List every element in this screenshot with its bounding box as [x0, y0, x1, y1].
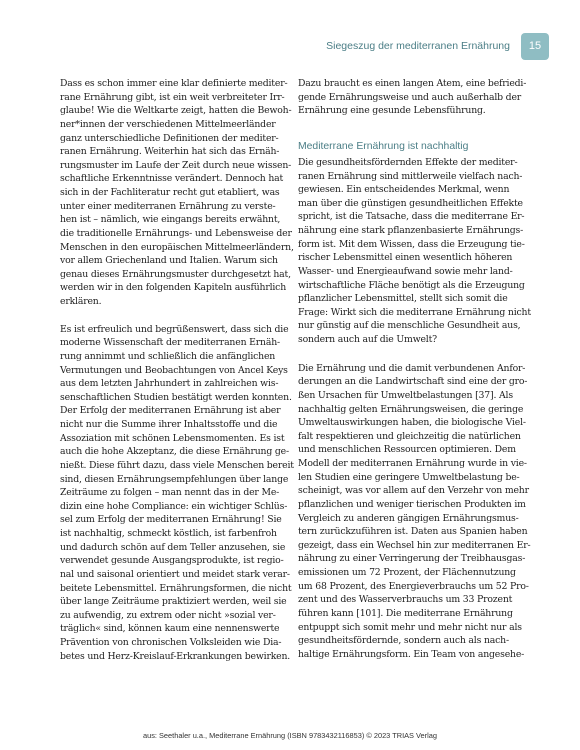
text-line: aus dem letzten Jahrhundert in zahlreichen wis- [60, 378, 279, 390]
text-line: nicht nur die Summe ihrer Inhaltsstoffe und die [60, 419, 278, 430]
text-line: nährung eine stark pflanzenbasierte Ernährungs- [298, 225, 524, 236]
text-line: emissionen um 72 Prozent, der Flächennutzung [298, 567, 516, 578]
text-line: pflanzlichen und weniger tierischen Produkten im [298, 498, 526, 510]
text-line: hen ist – nämlich, wie eingangs bereits erwähnt, [60, 214, 281, 226]
text-line: Ernährung eine gesunde Lebensführung. [298, 105, 486, 117]
text-line: sich in der Fachliteratur recht gut etabliert, was [60, 187, 280, 198]
running-head-title: Siegeszug der mediterranen Ernährung [326, 40, 510, 52]
text-line: und menschlichen Ressourcen optimieren. Dem [298, 444, 516, 456]
text-line: ranen Ernährung. Weiterhin hat sich das Ernäh- [60, 146, 280, 158]
body-paragraph [60, 323, 294, 664]
text-line: und dadurch schön auf dem Teller anzusehen, sie [60, 541, 286, 553]
text-line: träglich« sind, können kaum eine nennenswerte [60, 623, 280, 635]
text-line: zent und des Wasserverbrauchs um 33 Prozent [298, 594, 513, 606]
text-line: tern zurückzuführen ist. Daten aus Spanien haben [298, 526, 528, 538]
text-line: derungen an die Landwirtschaft sind eine der gro- [298, 376, 528, 388]
text-line: Vergleich zu anderen gängigen Ernährungsmus- [298, 512, 519, 524]
text-line: werden wir in den folgenden Kapiteln ausführlich [60, 282, 287, 294]
text-line: um 68 Prozent, des Energieverbrauchs um 52 Pro- [298, 580, 529, 592]
text-line: Zeiträume zu folgen – man nennt das in der Me- [60, 487, 280, 499]
text-line: rischer Lebensmittel einen wesentlich höheren [298, 252, 513, 264]
text-line: auch die hohe Akzeptanz, die diese Ernährung ge- [60, 446, 289, 458]
text-line: ner*innen der verschiedenen Mittelmeerländer [60, 118, 276, 130]
text-line: ist nachhaltig, schmeckt köstlich, ist farbenfroh [60, 528, 277, 539]
body-paragraph [60, 77, 294, 309]
text-line: Wasser- und Energieaufwand sowie mehr land- [298, 265, 513, 277]
text-line: Umweltauswirkungen haben, die biologische Viel- [298, 417, 526, 429]
text-line: glaube! Wie die Weltkarte zeigt, hatten die Bewoh- [60, 105, 292, 117]
text-line: scheinigt, was vor allem auf den Verzehr von mehr [298, 485, 529, 497]
text-line: verwendet gesunde Ausgangsprodukte, ist regio- [60, 555, 284, 567]
text-line: wirtschaftliche Fläche benötigt als die Erzeugung [298, 279, 525, 291]
left-column [60, 77, 294, 663]
body-paragraph [298, 77, 527, 118]
text-line: Dazu braucht es einen langen Atem, eine befriedi- [298, 78, 527, 89]
text-line: ganz unterschiedliche Definitionen der mediter- [60, 132, 279, 144]
text-line: Assoziation mit schönen Lebensmomenten. Es ist [60, 432, 285, 444]
section-heading: Mediterrane Ernährung ist nachhaltig [298, 140, 469, 152]
text-line: Dass es schon immer eine klar definierte mediter- [60, 78, 288, 89]
footer-citation: aus: Seethaler u.a., Mediterrane Ernährung (ISBN 9783432116853) © 2023 TRIAS Verlag [142, 731, 437, 740]
text-line: gesundheitsfördernde, sondern auch als nach- [298, 635, 509, 647]
text-line: über lange Zeiträume praktiziert werden, weil sie [60, 596, 287, 608]
text-line: nießt. Diese führt dazu, dass viele Menschen bereit [60, 459, 294, 471]
text-line: man über die günstigen gesundheitlichen Effekte [298, 197, 523, 209]
text-line: genau dieses Ernährungsmuster durchgesetzt hat, [60, 268, 291, 280]
page-number-badge: 15 [521, 33, 549, 60]
text-line: führen kann [101]. Die mediterrane Ernährung [298, 607, 513, 619]
text-line: schaftliche Erkenntnisse verändert. Dennoch hat [60, 173, 284, 185]
text-line: Menschen in den europäischen Mittelmeerländern, [60, 241, 294, 253]
text-line: die traditionelle Ernährungs- und Lebensweise der [60, 227, 292, 239]
right-column [298, 77, 531, 661]
text-line: falt respektieren und gleichzeitig die natürlichen [298, 430, 521, 442]
text-line: form ist. Mit dem Wissen, dass die Erzeugung tie- [298, 238, 525, 250]
text-line: dizin eine hohe Compliance: ein wichtiger Schlüs- [60, 500, 288, 512]
text-line: erklären. [60, 296, 102, 307]
text-line: entpuppt sich somit mehr und mehr nicht nur als [298, 621, 522, 633]
text-line: vor allem Griechenland und Italien. Warum sich [60, 255, 278, 267]
text-line: nährung zu einer Verringerung der Treibhausgas- [298, 553, 526, 565]
text-line: Modell der mediterranen Ernährung wurde in vie- [298, 458, 527, 469]
text-line: senschaftlichen Studien bestätigt werden konnten. [60, 391, 292, 403]
text-line: Der Erfolg der mediterranen Ernährung ist aber [60, 405, 281, 417]
text-line: gezeigt, dass ein Wechsel hin zur mediterranen Er- [298, 539, 531, 551]
text-line: Frage: Wirkt sich die mediterrane Ernährung nicht [298, 306, 531, 318]
text-line: ßen Ursachen für Umweltbelastungen [37]. Als [298, 389, 513, 401]
text-line: Es ist erfreulich und begrüßenswert, dass sich die [60, 323, 289, 335]
text-line: sondern auch auf die Umwelt? [298, 334, 437, 345]
text-line: Prävention von chronischen Volksleiden wie Dia- [60, 637, 282, 648]
text-line: sind, diesen Ernährungsempfehlungen über lange [60, 473, 289, 485]
text-line: ranen Ernährung sind mittlerweile vielfach nach- [298, 170, 523, 182]
text-line: betes und Herz-Kreislauf-Erkrankungen bewirken. [60, 650, 291, 662]
text-line: Die gesundheitsfördernden Effekte der mediter- [298, 156, 518, 168]
text-line: rung annimmt und schließlich die anfänglichen [60, 350, 276, 362]
text-line: sel zum Erfolg der mediterranen Ernährung! Sie [60, 514, 282, 526]
text-line: pflanzlicher Lebensmittel, stellt sich somit die [298, 293, 508, 305]
text-line: rungsmuster im Laufe der Zeit durch neue wissen- [60, 159, 292, 171]
text-line: beitete Lebensmittel. Ernährungsformen, die nicht [60, 582, 292, 594]
body-paragraph [298, 362, 531, 662]
text-line: gende Ernährungsweise und auch außerhalb der [298, 91, 522, 103]
text-line: Die Ernährung und die damit verbundenen Anfor- [298, 362, 526, 374]
text-line: moderne Wissenschaft der mediterranen Ernäh- [60, 337, 280, 349]
text-line: len Studien eine geringere Umweltbelastung be- [298, 471, 520, 483]
text-line: spricht, ist die Tatsache, dass die mediterrane Er- [298, 211, 525, 223]
text-line: Vermutungen und Beobachtungen von Ancel Keys [60, 364, 288, 376]
text-line: rane Ernährung gibt, ist ein weit verbreiteter Irr- [60, 91, 285, 103]
text-line: unter einer mediterranen Ernährung zu verste- [60, 200, 276, 212]
text-line: nachhaltig gelten Ernährungsweisen, die geringe [298, 403, 524, 415]
text-line: gewiesen. Ein entscheidendes Merkmal, wenn [298, 184, 510, 196]
text-line: haltige Ernährungsform. Ein Team von angesehe- [298, 648, 525, 660]
body-paragraph [298, 156, 531, 347]
text-line: nur günstig auf die menschliche Gesundheit aus, [298, 320, 521, 332]
text-line: zu aufwendig, zu extrem oder nicht »sozial ver- [60, 609, 276, 621]
text-line: nal und saisonal orientiert und meidet stark verar- [60, 568, 290, 580]
